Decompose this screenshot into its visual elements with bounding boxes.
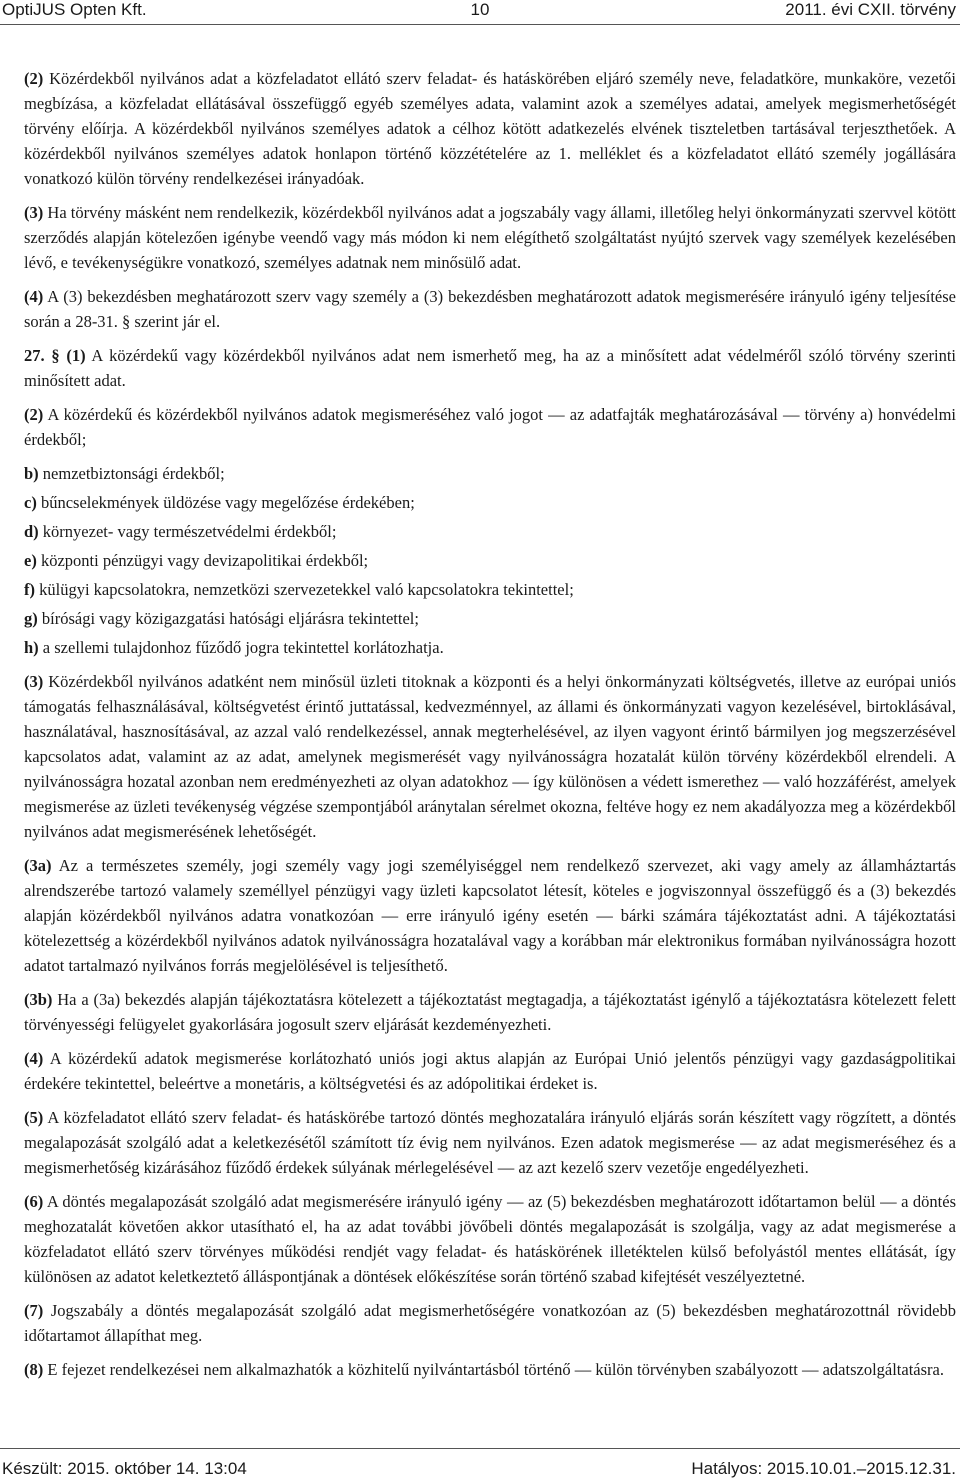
- paragraph: [24, 1298, 956, 1348]
- list-item: [24, 461, 956, 486]
- paragraph: [24, 402, 956, 452]
- list-item: [24, 635, 956, 660]
- list-item: [24, 490, 956, 515]
- paragraph: [24, 284, 956, 334]
- paragraph-text: Ha törvény másként nem rendelkezik, közérdekből nyilvános adat a jogszabály vagy állami, illetőleg helyi önkormányzati szervvel kötött szerződés alapján kötelezően igénybe veendő vagy más módon ki nem elégíthető szolgáltatást nyújtó szervek vagy személyek kezelésében lévő, e tevékenységükre vonatkozó, személyes adatnak nem minősülő adat.: [24, 203, 956, 272]
- header-rule: [0, 24, 960, 25]
- created-date: Készült: 2015. október 14. 13:04: [2, 1459, 247, 1478]
- paragraph: [24, 669, 956, 844]
- list-letter: h): [24, 638, 39, 657]
- paragraph-number: (6): [24, 1192, 44, 1211]
- list-text: a szellemi tulajdonhoz fűződő jogra tekintettel korlátozhatja.: [38, 638, 444, 657]
- list-letter: d): [24, 522, 39, 541]
- paragraph-text: Közérdekből nyilvános adat a közfeladatot ellátó szerv feladat- és hatáskörében eljáró személy neve, feladatköre, munkaköre, vezetői megbízása, a közfeladat ellátásával összefüggő egyéb személyes adata, valamint azok a személyes adatai, amelyek megismerhetőségét törvény előírja. A közérdekből nyilvános személyes adatok a célhoz kötött adatkezelés elvének tiszteletben tartásával terjeszthetőek. A közérdekből nyilvános személyes adatok honlapon történő közzétételére az 1. melléklet és a közfeladatot ellátó személy jogállására vonatkozó külön törvény rendelkezései irányadóak.: [24, 69, 956, 188]
- paragraph: [24, 1189, 956, 1289]
- paragraph: [24, 1105, 956, 1180]
- paragraph-text: E fejezet rendelkezései nem alkalmazhatók a közhitelű nyilvántartásból történő — külön törvényben szabályozott — adatszolgáltatásra.: [43, 1360, 944, 1379]
- paragraph: [24, 1357, 956, 1382]
- paragraph: [24, 1046, 956, 1096]
- paragraph: [24, 987, 956, 1037]
- paragraph-number: (2): [24, 69, 44, 88]
- paragraph-number: (8): [24, 1360, 44, 1379]
- paragraph-number: (3a): [24, 856, 52, 875]
- list-text: környezet- vagy természetvédelmi érdekből;: [38, 522, 337, 541]
- list-item: [24, 548, 956, 573]
- paragraph-text: Közérdekből nyilvános adatként nem minősül üzleti titoknak a központi és a helyi önkormányzati költségvetés, illetve az európai uniós támogatás felhasználásával, költségvetést érintő juttatással, kedvezménnyel, az állami és önkormányzati vagyon kezelésével, birtoklásával, használatával, hasznosításával, az azzal való rendelkezéssel, annak megterhelésével, az ilyen vagyont érintő bármilyen jog megszerzésével kapcsolatos adat, valamint az az adat, amelynek megismerését vagy nyilvánosságra hozatalát külön törvény közérdekből elrendeli. A nyilvánosságra hozatal azonban nem eredményezheti az olyan adatokhoz — így különösen a védett ismerethez — való hozzáférést, amelyek megismerése az üzleti tevékenység végzése szempontjából aránytalan sérelmet okozna, feltéve hogy ez nem akadályozza meg a közérdekből nyilvános adat megismerésének lehetőségét.: [24, 672, 956, 841]
- paragraph: [24, 66, 956, 191]
- list-letter: e): [24, 551, 37, 570]
- list-text: külügyi kapcsolatokra, nemzetközi szervezetekkel való kapcsolatokra tekintettel;: [35, 580, 574, 599]
- effective-period: Hatályos: 2015.10.01.–2015.12.31.: [691, 1459, 956, 1478]
- list-item: [24, 519, 956, 544]
- paragraph-text: A közfeladatot ellátó szerv feladat- és hatáskörébe tartozó döntés meghozatalára irányuló eljárás során készített vagy rögzített, a döntés megalapozását szolgáló adat a keletkezésétől számított tíz évig nem nyilvános. Ezen adatok megismerése — az adat megismeréséhez és a megismerhetőség kizárásához fűződő érdekek súlyának mérlegelésével — az azt kezelő szerv vezetője engedélyezheti.: [24, 1108, 956, 1177]
- paragraph-text: A (3) bekezdésben meghatározott szerv vagy személy a (3) bekezdésben meghatározott adatok megismerésére irányuló igény teljesítése során a 28-31. § szerint jár el.: [24, 287, 956, 331]
- page-number: 10: [461, 0, 500, 19]
- law-title: 2011. évi CXII. törvény: [785, 0, 956, 19]
- paragraph: [24, 200, 956, 275]
- paragraph-text: Az a természetes személy, jogi személy vagy jogi személyiséggel nem rendelkező szervezet, aki vagy amely az államháztartás alrendszerébe tartozó valamely személlyel pénzügyi vagy üzleti kapcsolatot létesít, köteles e jogviszonnyal összefüggő és a (3) bekezdés alapján közérdekből nyilvános adatra vonatkozóan — erre irányuló igény esetén — bárki számára tájékoztatást adni. A tájékoztatási kötelezettség a közérdekből nyilvános adatok nyilvánosságra hozatalával vagy a korábban már elektronikus formában nyilvánosságra hozott adatot tartalmazó nyilvános forrás megjelölésével is teljesíthető.: [24, 856, 956, 975]
- page-header: [0, 0, 960, 22]
- list-text: bírósági vagy közigazgatási hatósági eljárásra tekintettel;: [37, 609, 419, 628]
- list-text: központi pénzügyi vagy devizapolitikai érdekből;: [36, 551, 369, 570]
- paragraph-number: (4): [24, 287, 44, 306]
- list-text: nemzetbiztonsági érdekből;: [38, 464, 225, 483]
- footer-rule: [0, 1448, 960, 1449]
- paragraph-text: A közérdekű és közérdekből nyilvános adatok megismeréséhez való jogot — az adatfajták meghatározásával — törvény a) honvédelmi érdekből;: [24, 405, 956, 449]
- publisher-name: OptiJUS Opten Kft.: [2, 0, 147, 19]
- paragraph-number: (3): [24, 672, 44, 691]
- document-body: [24, 66, 956, 1391]
- section-number: 27. § (1): [24, 346, 86, 365]
- list-letter: b): [24, 464, 39, 483]
- paragraph-number: (5): [24, 1108, 44, 1127]
- paragraph-text: A közérdekű vagy közérdekből nyilvános adat nem ismerhető meg, ha az a minősített adat védelméről szóló törvény szerinti minősített adat.: [24, 346, 956, 390]
- paragraph-number: (4): [24, 1049, 44, 1068]
- page-footer: [0, 1452, 960, 1476]
- paragraph-number: (7): [24, 1301, 44, 1320]
- paragraph-number: (2): [24, 405, 44, 424]
- list-item: [24, 606, 956, 631]
- paragraph-text: A döntés megalapozását szolgáló adat megismerésére irányuló igény — az (5) bekezdésben meghatározott időtartamon belül — a döntés meghozatalát követően akkor utasítható el, ha az adat további jövőbeli döntés megalapozását is szolgálja, vagy az adat megismerése a közfeladatot ellátó szerv törvényes működési rendjét vagy feladat- és hatáskörének illetéktelen külső befolyástól mentes ellátását, így különösen az adatot keletkeztető álláspontjának a döntések előkészítése során történő szabad kifejtését veszélyeztetné.: [24, 1192, 956, 1286]
- paragraph: [24, 853, 956, 978]
- list-letter: f): [24, 580, 35, 599]
- list-letter: c): [24, 493, 37, 512]
- paragraph-number: (3b): [24, 990, 53, 1009]
- list-letter: g): [24, 609, 38, 628]
- paragraph-text: A közérdekű adatok megismerése korlátozható uniós jogi aktus alapján az Európai Unió jelentős pénzügyi vagy gazdaságpolitikai érdekére tekintettel, beleértve a monetáris, a költségvetési és az adópolitikai érdeket is.: [24, 1049, 956, 1093]
- paragraph-text: Ha a (3a) bekezdés alapján tájékoztatásra kötelezett a tájékoztatást megtagadja, a tájékoztatást igénylő a tájékoztatásra kötelezett felett törvényességi felügyelet gyakorlására jogosult szerv eljárását kezdeményezheti.: [24, 990, 956, 1034]
- paragraph-number: (3): [24, 203, 44, 222]
- paragraph-text: Jogszabály a döntés megalapozását szolgáló adat megismerhetőségére vonatkozóan az (5) bekezdésben meghatározottnál rövidebb időtartamot állapíthat meg.: [24, 1301, 956, 1345]
- section-27-paragraph: [24, 343, 956, 393]
- list-text: bűncselekmények üldözése vagy megelőzése érdekében;: [36, 493, 415, 512]
- list-item: [24, 577, 956, 602]
